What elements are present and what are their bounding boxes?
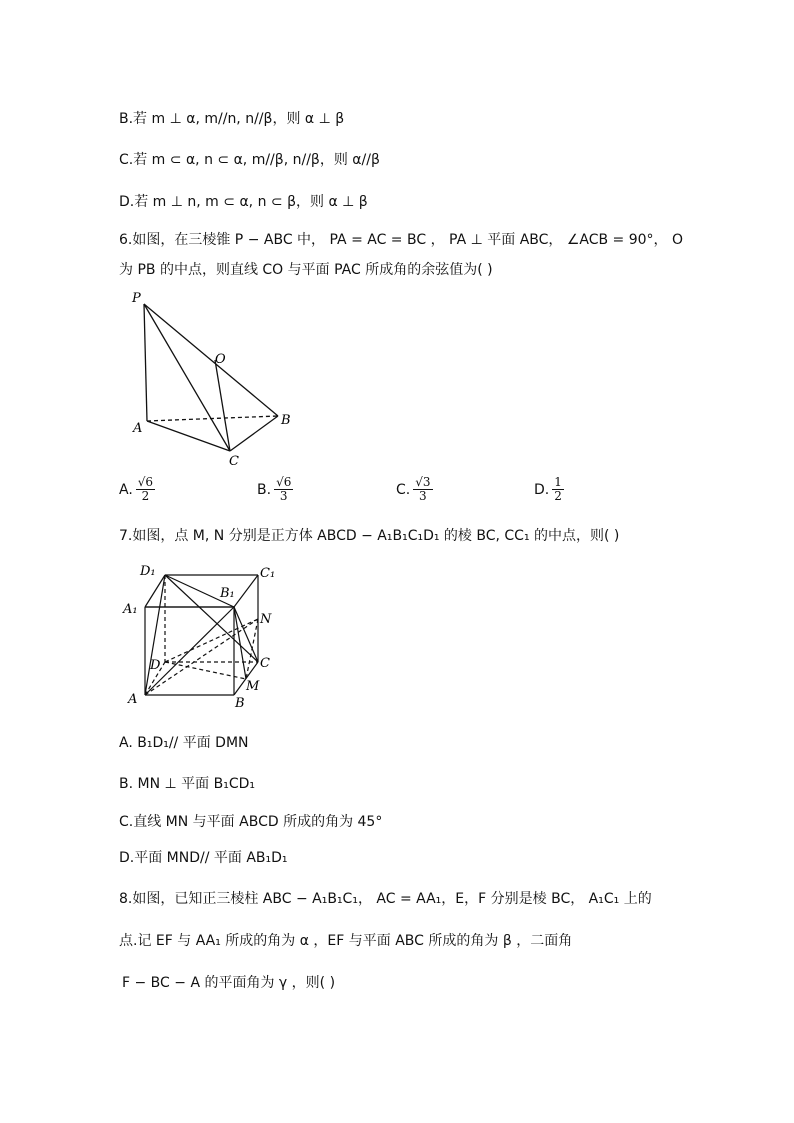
q6-choices (119, 476, 599, 516)
q8-stem-line2: 点.记 EF 与 AA₁ 所成的角为 α ，EF 与平面 ABC 所成的角为 β ，二面角 (119, 933, 573, 949)
q6-choice-c-num: √3 (415, 475, 431, 489)
q5-option-d: D.若 m ⊥ n, m ⊂ α, n ⊂ β，则 α ⊥ β (119, 194, 368, 210)
q6-choice-b-den: 3 (279, 489, 288, 503)
q7-label-n: N (260, 612, 272, 627)
q7-label-c: C (260, 656, 270, 671)
q6-choice-d-num: 1 (554, 475, 562, 489)
q7-option-a: A. B₁D₁// 平面 DMN (119, 735, 249, 751)
q7-option-c: C.直线 MN 与平面 ABCD 所成的角为 45° (119, 814, 383, 830)
q6-choice-a-label: A. (119, 481, 133, 498)
q7-label-d: D (150, 658, 161, 673)
q6-choice-a (119, 476, 155, 503)
q7-stem-line1: 7.如图，点 M, N 分别是正方体 ABCD − A₁B₁C₁D₁ 的棱 BC, CC₁ 的中点，则( ) (119, 528, 620, 544)
q6-choice-b-fraction (274, 476, 293, 503)
q6-label-a: A (133, 421, 143, 436)
q8-stem-line1: 8.如图，已知正三棱柱 ABC − A₁B₁C₁， AC = AA₁，E，F 分别是棱 BC， A₁C₁ 上的 (119, 891, 652, 907)
q6-choice-d-label: D. (534, 481, 550, 498)
q6-choice-c-den: 3 (419, 489, 427, 503)
q6-choice-d-fraction (552, 476, 564, 503)
q6-label-o: O (215, 352, 226, 367)
q6-stem-line1: 6.如图，在三棱锥 P − ABC 中， PA = AC = BC ， PA ⊥ 平面 ABC， ∠ACB = 90°， O (119, 232, 684, 248)
q7-option-b: B. MN ⊥ 平面 B₁CD₁ (119, 776, 255, 792)
q7-label-a: A (128, 692, 138, 707)
q7-label-c1: C₁ (260, 566, 276, 581)
q6-choice-a-fraction (136, 476, 155, 503)
q7-label-b: B (235, 696, 245, 711)
q6-choice-c-fraction (413, 476, 432, 503)
q6-choice-b-label: B. (257, 481, 272, 498)
q6-label-p: P (132, 291, 141, 306)
q5-option-c: C.若 m ⊂ α, n ⊂ α, m//β, n//β，则 α//β (119, 152, 380, 168)
q6-choice-c (396, 476, 433, 503)
q7-cube-figure (120, 557, 285, 712)
q6-choice-a-den: 2 (141, 489, 150, 503)
q6-choice-d-den: 2 (554, 489, 562, 503)
q7-label-b1: B₁ (220, 586, 235, 601)
q6-choice-a-num: √6 (137, 475, 154, 489)
q5-option-b: B.若 m ⊥ α, m//n, n//β，则 α ⊥ β (119, 111, 345, 127)
q7-option-d: D.平面 MND// 平面 AB₁D₁ (119, 850, 288, 866)
q6-choice-d (534, 476, 564, 503)
q6-choice-c-label: C. (396, 481, 411, 498)
q6-stem-line2: 为 PB 的中点，则直线 CO 与平面 PAC 所成角的余弦值为( ) (119, 262, 493, 278)
q8-stem-line3: F − BC − A 的平面角为 γ ，则( ) (122, 975, 336, 991)
q7-label-d1: D₁ (140, 564, 156, 579)
q6-label-b: B (281, 413, 291, 428)
q6-label-c: C (229, 454, 239, 469)
q7-label-a1: A₁ (123, 602, 138, 617)
q7-label-m: M (246, 679, 260, 694)
q6-choice-b (257, 476, 293, 503)
q6-choice-b-num: √6 (276, 475, 292, 489)
q6-tetrahedron-figure (120, 285, 310, 470)
